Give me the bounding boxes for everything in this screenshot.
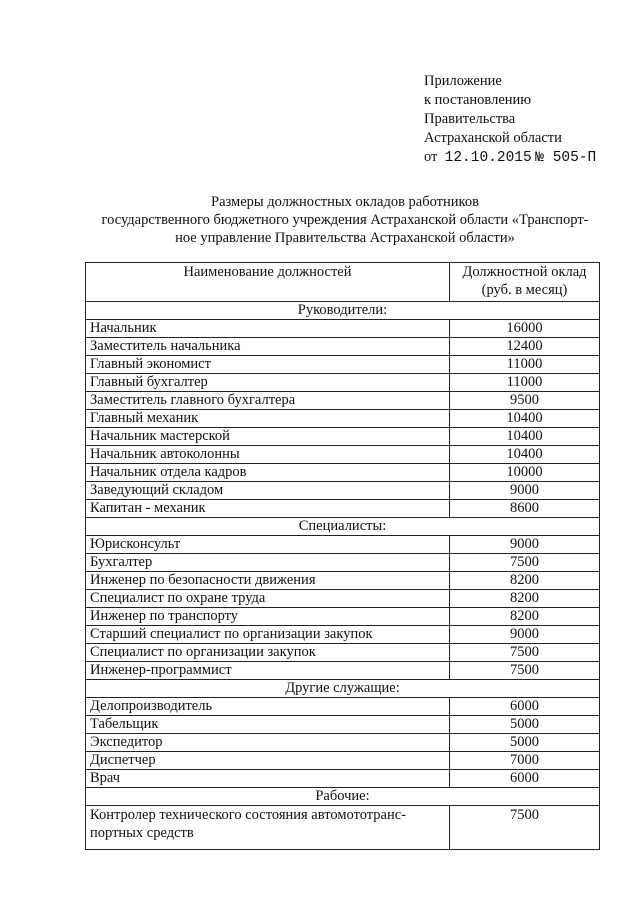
position-name: Врач bbox=[86, 770, 450, 788]
section-title: Рабочие: bbox=[86, 788, 600, 806]
table-row bbox=[86, 698, 600, 716]
salary-value: 11000 bbox=[450, 356, 600, 374]
table-row bbox=[86, 590, 600, 608]
position-name: Начальник отдела кадров bbox=[86, 464, 450, 482]
title-line: Размеры должностных окладов работников bbox=[211, 194, 479, 210]
table-row bbox=[86, 446, 600, 464]
table-row bbox=[86, 662, 600, 680]
section-row bbox=[86, 788, 600, 806]
position-name: Главный экономист bbox=[86, 356, 450, 374]
title-line: государственного бюджетного учреждения Астраханской области «Транспорт- bbox=[101, 212, 589, 228]
section-row bbox=[86, 302, 600, 320]
salary-value: 11000 bbox=[450, 374, 600, 392]
position-name: Старший специалист по организации закупок bbox=[86, 626, 450, 644]
appendix-header bbox=[424, 72, 596, 168]
salary-table bbox=[85, 262, 600, 850]
table-row bbox=[86, 464, 600, 482]
position-name: Бухгалтер bbox=[86, 554, 450, 572]
position-name: Специалист по охране труда bbox=[86, 590, 450, 608]
table-row bbox=[86, 428, 600, 446]
appendix-line: Приложение bbox=[424, 73, 502, 89]
table-row bbox=[86, 410, 600, 428]
salary-value: 10400 bbox=[450, 428, 600, 446]
header-position: Наименование должностей bbox=[86, 263, 450, 302]
position-name: Начальник bbox=[86, 320, 450, 338]
document-title bbox=[80, 193, 610, 247]
salary-value: 7000 bbox=[450, 752, 600, 770]
section-title: Специалисты: bbox=[86, 518, 600, 536]
salary-value: 5000 bbox=[450, 734, 600, 752]
table-row bbox=[86, 770, 600, 788]
decree-number: № 505-П bbox=[535, 150, 597, 166]
salary-value: 10000 bbox=[450, 464, 600, 482]
table-row bbox=[86, 374, 600, 392]
salary-value: 16000 bbox=[450, 320, 600, 338]
table-row bbox=[86, 608, 600, 626]
table-row bbox=[86, 356, 600, 374]
table-row bbox=[86, 482, 600, 500]
position-name: Начальник мастерской bbox=[86, 428, 450, 446]
salary-value: 8200 bbox=[450, 590, 600, 608]
position-name: Капитан - механик bbox=[86, 500, 450, 518]
decree-date: 12.10.2015 bbox=[444, 150, 532, 166]
table-row bbox=[86, 806, 600, 850]
appendix-line: к постановлению bbox=[424, 92, 532, 108]
table-row bbox=[86, 734, 600, 752]
salary-value: 7500 bbox=[450, 806, 600, 850]
position-name: Заместитель начальника bbox=[86, 338, 450, 356]
table-row bbox=[86, 626, 600, 644]
table-row bbox=[86, 716, 600, 734]
table-row bbox=[86, 644, 600, 662]
position-name: Инженер по безопасности движения bbox=[86, 572, 450, 590]
position-name: Главный бухгалтер bbox=[86, 374, 450, 392]
title-line: ное управление Правительства Астраханской области» bbox=[175, 230, 515, 246]
appendix-line: Правительства bbox=[424, 111, 516, 127]
date-prefix: от bbox=[424, 149, 438, 165]
table-row bbox=[86, 500, 600, 518]
salary-value: 10400 bbox=[450, 410, 600, 428]
position-name: Инженер по транспорту bbox=[86, 608, 450, 626]
section-row bbox=[86, 518, 600, 536]
position-name: Специалист по организации закупок bbox=[86, 644, 450, 662]
position-name: Экспедитор bbox=[86, 734, 450, 752]
table-row bbox=[86, 752, 600, 770]
salary-value: 8200 bbox=[450, 608, 600, 626]
position-name: Делопроизводитель bbox=[86, 698, 450, 716]
salary-value: 7500 bbox=[450, 662, 600, 680]
appendix-line: Астраханской области bbox=[424, 130, 562, 146]
section-row bbox=[86, 680, 600, 698]
position-name: Начальник автоколонны bbox=[86, 446, 450, 464]
position-name: Табельщик bbox=[86, 716, 450, 734]
position-name: Заведующий складом bbox=[86, 482, 450, 500]
table-row bbox=[86, 338, 600, 356]
position-name: Контролер технического состояния автомототранс-портных средств bbox=[86, 806, 450, 850]
table-row bbox=[86, 392, 600, 410]
position-name: Юрисконсульт bbox=[86, 536, 450, 554]
salary-value: 7500 bbox=[450, 644, 600, 662]
salary-value: 9500 bbox=[450, 392, 600, 410]
salary-value: 8600 bbox=[450, 500, 600, 518]
salary-value: 9000 bbox=[450, 536, 600, 554]
salary-value: 7500 bbox=[450, 554, 600, 572]
table-row bbox=[86, 536, 600, 554]
salary-value: 10400 bbox=[450, 446, 600, 464]
appendix-date-line bbox=[424, 148, 596, 168]
salary-value: 6000 bbox=[450, 698, 600, 716]
header-salary: Должностной оклад (руб. в месяц) bbox=[450, 263, 600, 302]
salary-value: 8200 bbox=[450, 572, 600, 590]
salary-value: 9000 bbox=[450, 626, 600, 644]
salary-value: 9000 bbox=[450, 482, 600, 500]
table-header-row bbox=[86, 263, 600, 302]
table-row bbox=[86, 572, 600, 590]
position-name: Диспетчер bbox=[86, 752, 450, 770]
section-title: Другие служащие: bbox=[86, 680, 600, 698]
position-name: Главный механик bbox=[86, 410, 450, 428]
salary-value: 5000 bbox=[450, 716, 600, 734]
table-row bbox=[86, 320, 600, 338]
salary-value: 6000 bbox=[450, 770, 600, 788]
position-name: Заместитель главного бухгалтера bbox=[86, 392, 450, 410]
section-title: Руководители: bbox=[86, 302, 600, 320]
salary-value: 12400 bbox=[450, 338, 600, 356]
position-name: Инженер-программист bbox=[86, 662, 450, 680]
table-row bbox=[86, 554, 600, 572]
